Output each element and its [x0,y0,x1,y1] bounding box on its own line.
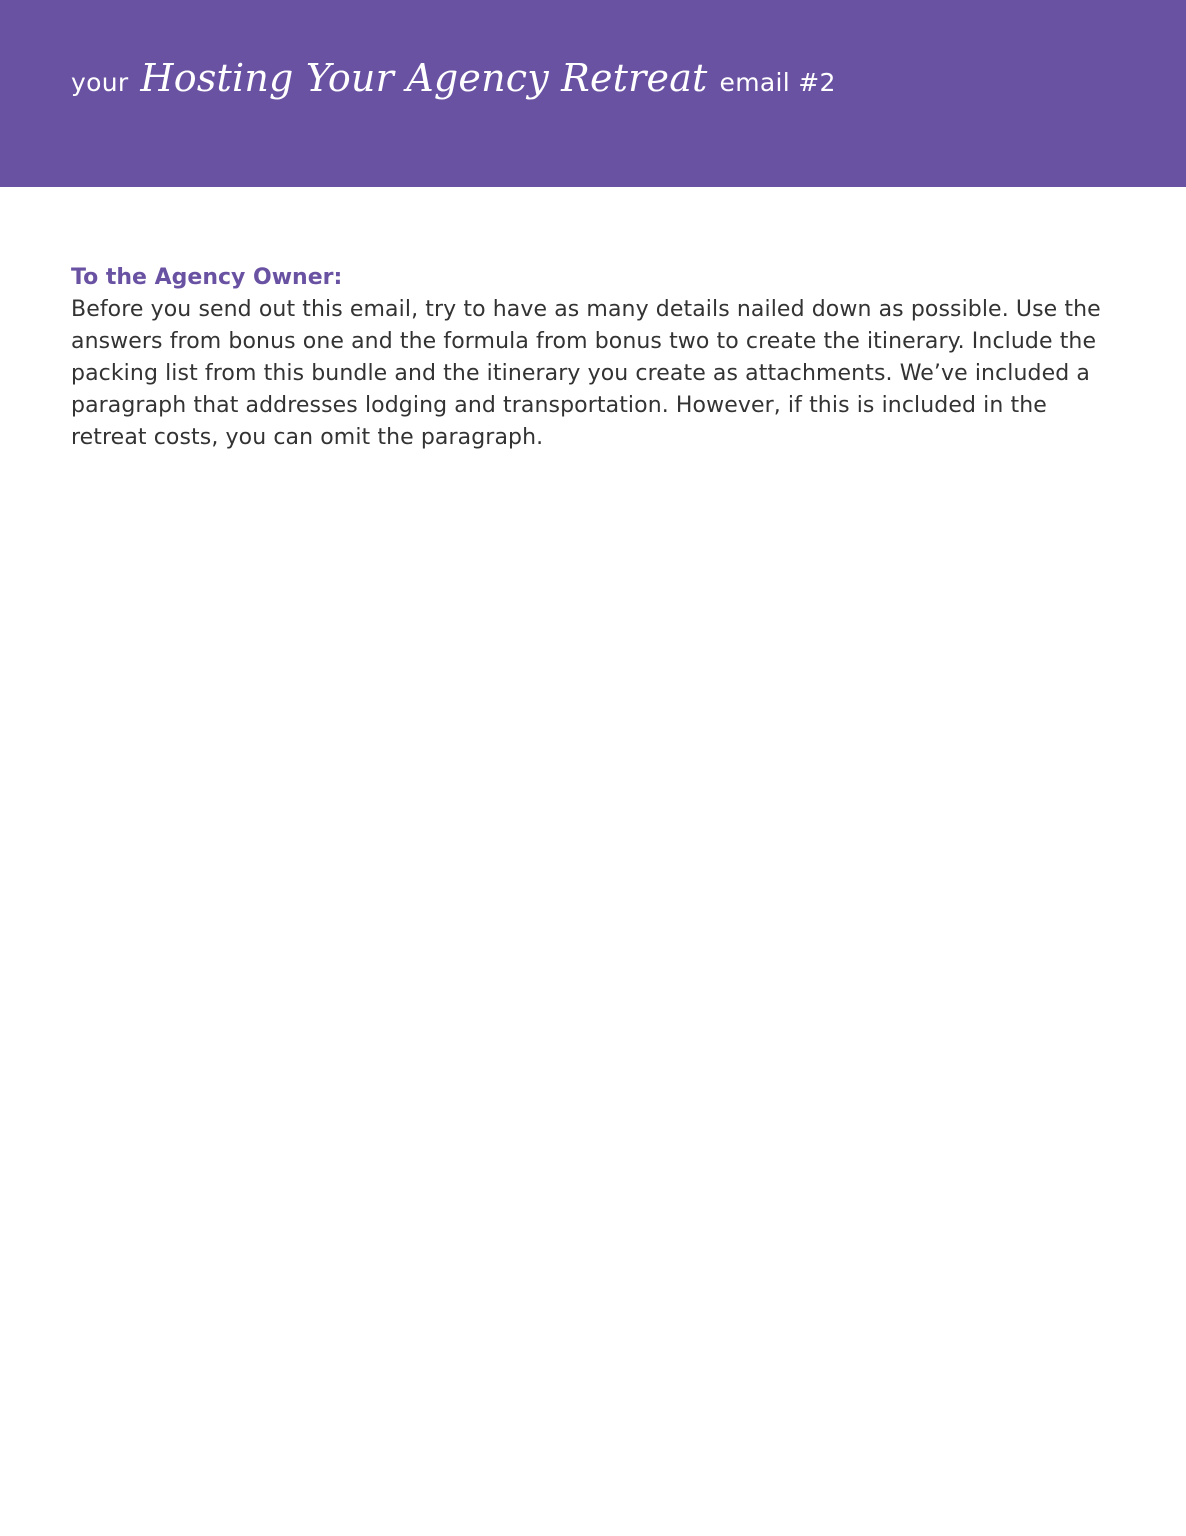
header-suffix: email #2 [719,68,836,97]
note-heading: To the Agency Owner: [71,265,343,290]
header-prefix: your [71,68,129,97]
header-banner [0,0,1186,187]
owner-note [71,262,1111,454]
header-title: Hosting Your Agency Retreat [140,56,708,100]
header-title-line [71,56,836,100]
note-body: Before you send out this email, try to have as many details nailed down as possible. Use the answers from bonus one and the formula from bonus two to create the itinerary. Include the packing list from this bundle and the itinerary you create as attachments. We’ve included a paragraph that addresses lodging and transportation. However, if this is included in the retreat costs, you can omit the paragraph. [71,297,1101,450]
